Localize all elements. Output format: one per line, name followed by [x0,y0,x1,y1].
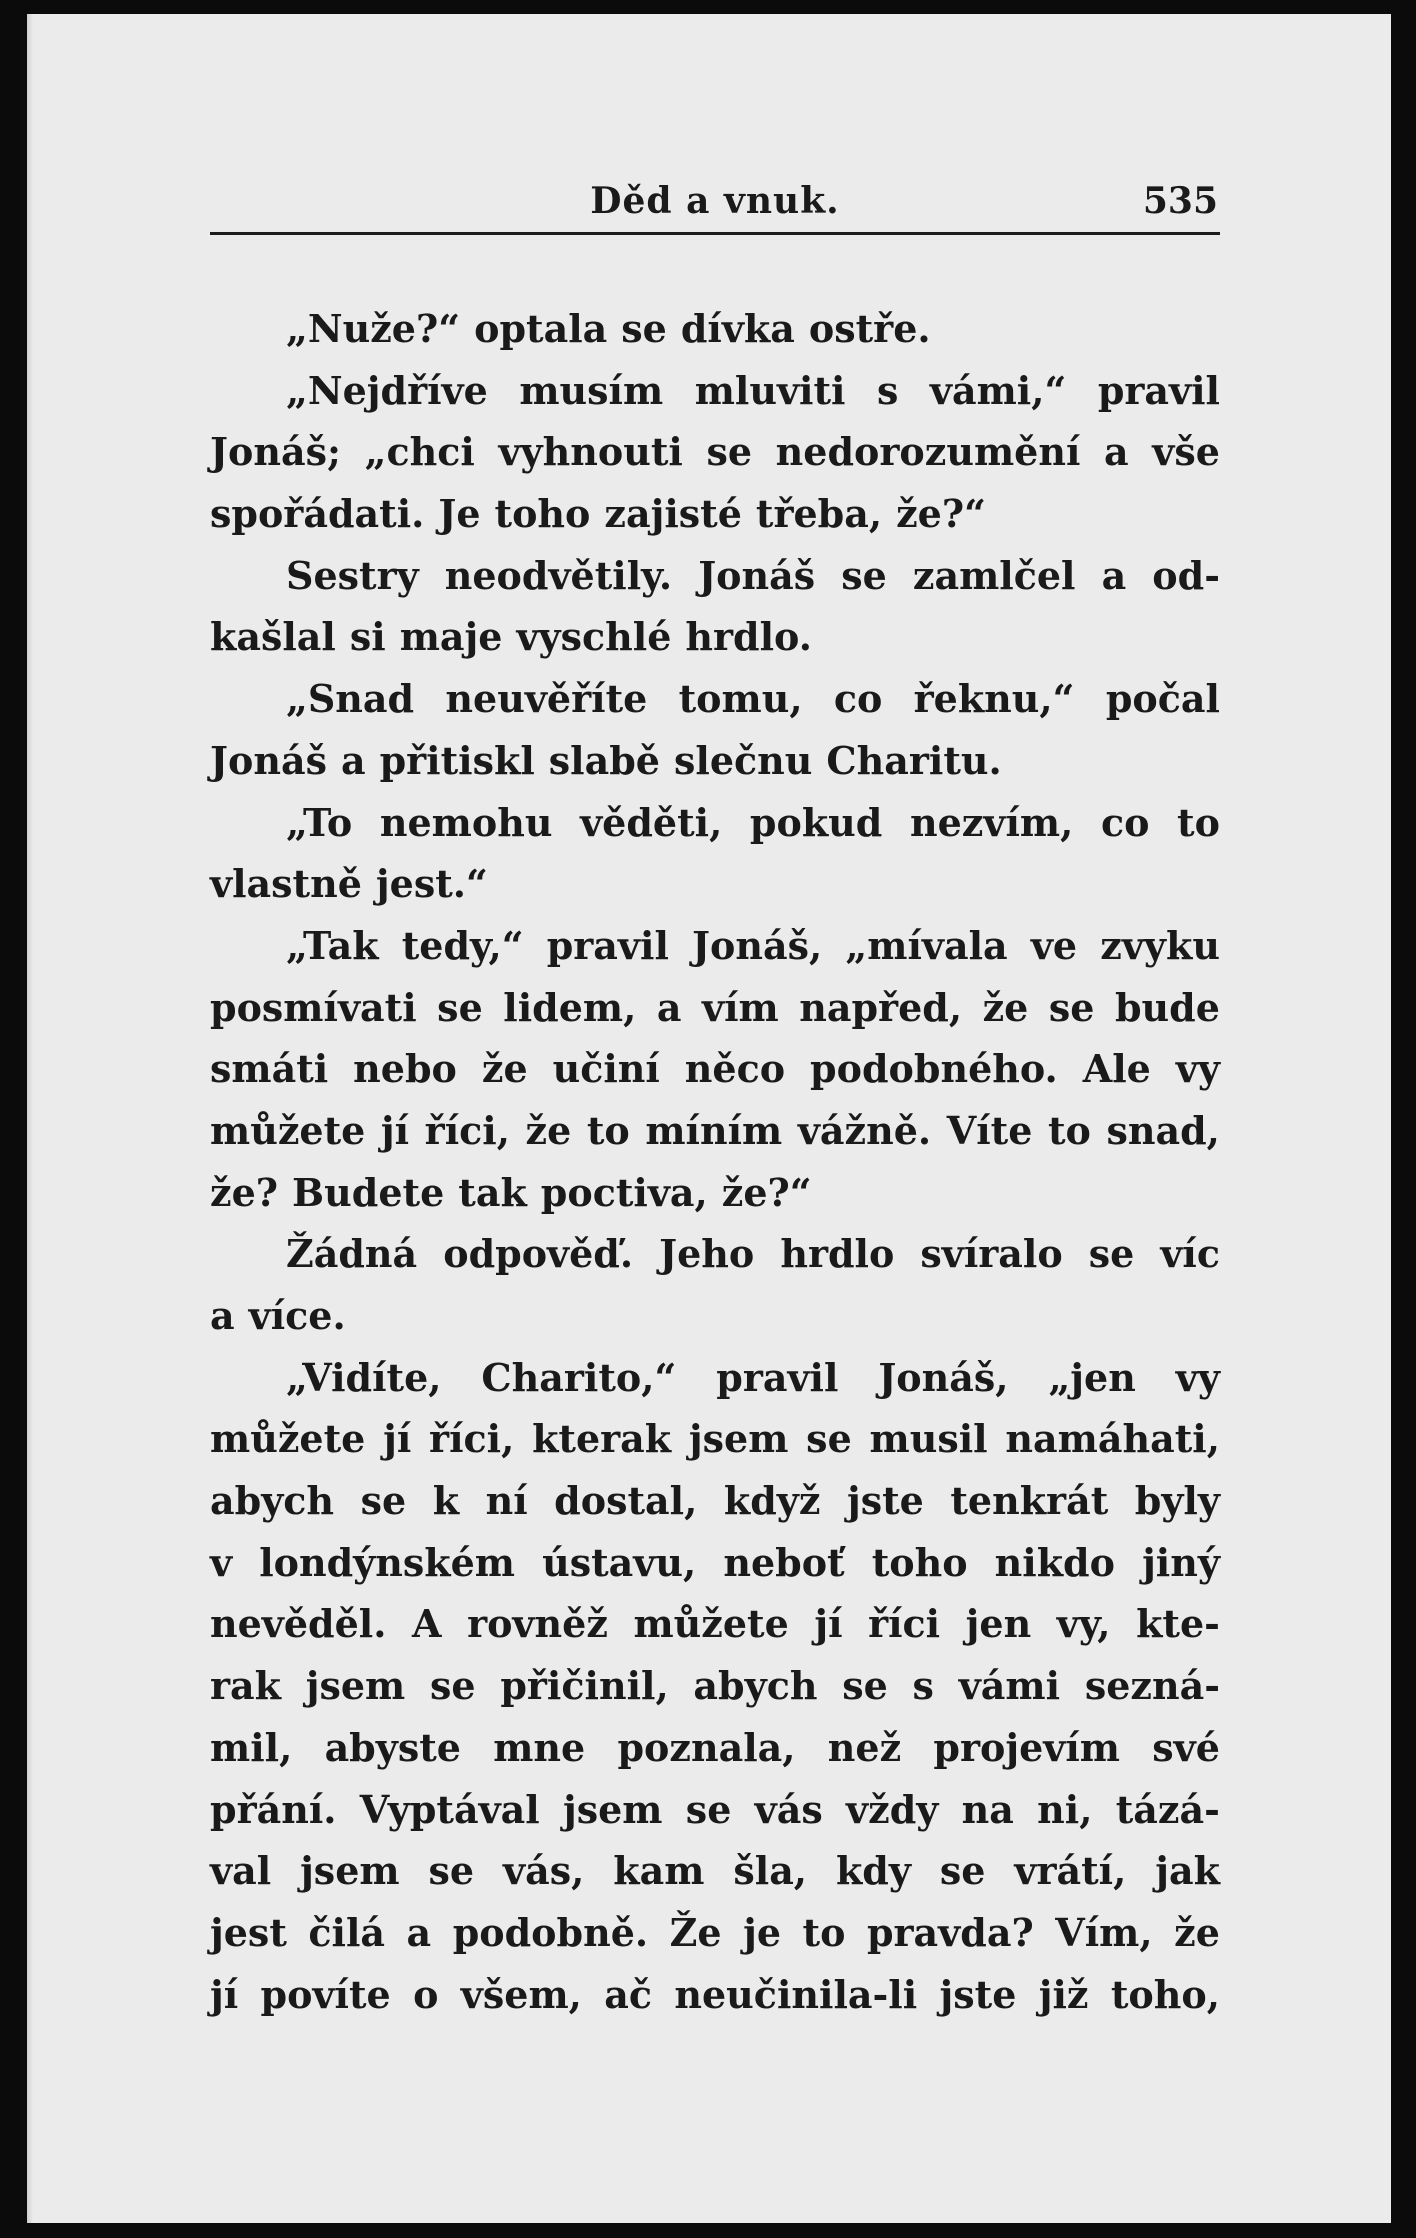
word: toho [494,491,591,537]
word: než [827,1724,902,1770]
word: jiný [1142,1539,1220,1585]
word: namáhati, [1005,1416,1220,1462]
word: vámi [958,1663,1061,1709]
word: vlastně [210,861,362,907]
word: jí [380,1107,410,1153]
word: o [413,1971,439,2017]
word: a [406,1909,432,1955]
word: se [939,1848,986,1894]
page-binding-edge [27,14,33,2223]
word: „Snad [286,676,415,722]
word: „Nejdříve [286,367,488,413]
word: že?“ [721,1169,812,1215]
text-line [210,915,1220,977]
word: že? [210,1169,279,1215]
word: vás [754,1786,823,1832]
word: neučinila-li [674,1971,918,2017]
word: londýnském [259,1539,515,1585]
word: dívka [680,306,795,351]
word: Žádná [286,1231,418,1277]
word: ústavu, [542,1539,697,1585]
word: kdy [835,1848,911,1894]
word: přitiskl [379,737,535,783]
word: jak [1155,1848,1220,1894]
word: to [1047,1107,1091,1153]
word: vyschlé [516,614,672,660]
word: nevěděl. [210,1601,387,1647]
text-line [210,1162,1220,1224]
word: val [210,1848,272,1894]
text-line [210,421,1220,483]
page-header [210,170,1220,235]
word: ní [485,1478,528,1524]
word: jest.“ [375,861,488,907]
word: kam [613,1848,705,1894]
word: slabě [548,737,660,783]
word: více. [248,1293,346,1338]
word: dostal, [554,1478,698,1524]
word: rak [210,1663,281,1709]
word: můžete [633,1601,789,1647]
word: „Vidíte, [286,1354,442,1400]
word: byly [1134,1478,1220,1524]
word: optala [474,306,608,351]
word: od- [1152,552,1220,598]
text-line [210,360,1220,422]
word: pravil [546,922,669,968]
word: abych [210,1478,335,1524]
word: jí [814,1601,843,1647]
word: to [802,1909,846,1955]
word: se [1088,1231,1135,1277]
word: že [982,984,1029,1030]
text-line [210,545,1220,607]
word: říci, [429,1416,515,1462]
word: rovněž [467,1601,608,1647]
word: co [1100,799,1150,845]
text-line [210,1347,1220,1409]
word: posmívati [210,984,417,1030]
word: a [656,984,682,1030]
word: vámi,“ [929,367,1067,413]
word: musím [519,367,664,413]
word: to [1177,799,1220,845]
text-line [210,483,1220,545]
word: věděti, [580,799,723,845]
word: „mívala [845,922,1008,968]
word: „jen [1048,1354,1136,1400]
word: toho [871,1539,968,1585]
text-line [210,298,1220,360]
word: jsem [688,1416,789,1462]
word: jí [383,1416,412,1462]
word: slečnu [673,737,813,783]
word: Jonáš, [692,922,823,968]
word: tenkrát [950,1478,1109,1524]
word: Vyptával [359,1786,540,1832]
word: jen [965,1601,1032,1647]
word: snad, [1106,1107,1220,1153]
text-line [210,1223,1220,1285]
word: Charitu. [826,737,1002,783]
word: již [1038,1971,1089,2017]
word: Jonáš; [210,429,341,475]
word: „Nuže?“ [286,306,461,351]
word: Je [438,491,481,537]
word: „Tak [286,922,379,968]
word: Jonáš, [878,1354,1009,1400]
word: Jonáš [210,737,327,783]
word: Ale [1082,1046,1151,1092]
word: Že [669,1909,722,1955]
word: podobného. [810,1046,1058,1092]
word: se [1048,984,1095,1030]
word: můžete [210,1107,366,1153]
word: pokud [749,799,883,845]
word: tázá- [1115,1786,1220,1832]
word: ni, [1037,1786,1093,1832]
word: Vím, [1055,1909,1153,1955]
word: jsem [305,1663,406,1709]
word: že?“ [896,491,986,537]
text-line [210,1593,1220,1655]
text-line [210,730,1220,792]
word: mluviti [694,367,846,413]
word: se [360,1478,407,1524]
word: tak [458,1169,527,1215]
word: řeknu,“ [913,676,1075,722]
word: učiní [552,1046,660,1092]
text-line [210,1038,1220,1100]
text-line [210,1655,1220,1717]
word: ostře. [808,306,931,351]
word: se [621,306,667,351]
word: to [586,1107,630,1153]
word: počal [1105,676,1220,722]
word: neuvěříte [445,676,648,722]
word: maje [399,614,503,660]
word: kterak [532,1416,672,1462]
word: jsem [300,1848,400,1894]
word: se [841,552,887,598]
word: sezná- [1084,1663,1220,1709]
text-line [210,668,1220,730]
word: vy [1175,1354,1220,1400]
word: že [481,1046,528,1092]
word: co [833,676,883,722]
word: vy, [1056,1601,1111,1647]
word: k [432,1478,460,1524]
word: „chci [364,429,475,475]
page-number: 535 [1142,180,1218,222]
word: projevím [933,1724,1121,1770]
word: „To [286,799,353,845]
word: jste [939,1971,1017,2017]
word: nikdo [994,1539,1115,1585]
text-line [210,1470,1220,1532]
text-line [210,853,1220,915]
word: přičinil, [500,1663,669,1709]
word: vás, [503,1848,585,1894]
word: nedorozumění [775,429,1081,475]
running-title: Děd a vnuk. [590,180,840,222]
word: A [412,1601,442,1647]
word: říci, [424,1107,510,1153]
word: podobně. [452,1909,649,1955]
word: kašlal [210,614,336,660]
word: vše [1152,429,1220,475]
word: odpověď. [443,1231,634,1277]
word: a [210,1293,235,1338]
word: mil, [210,1724,293,1770]
word: neodvětily. [444,552,673,598]
word: se [706,429,753,475]
word: tedy,“ [401,922,524,968]
word: něco [684,1046,786,1092]
word: poznala, [617,1724,796,1770]
word: vážně. [797,1107,932,1153]
word: a [340,737,366,783]
word: jí [210,1971,239,2017]
word: s [876,367,899,413]
word: neboť [723,1539,845,1585]
word: se [685,1786,732,1832]
text-line [210,792,1220,854]
word: poctiva, [540,1169,708,1215]
word: vím [701,984,779,1030]
word: že [525,1107,572,1153]
word: zajisté [604,491,742,537]
word: víc [1160,1231,1220,1277]
word: a [1104,429,1129,475]
word: svíralo [920,1231,1063,1277]
word: ač [604,1971,653,2017]
word: Jonáš [698,552,816,598]
text-line [210,977,1220,1039]
word: třeba, [755,491,883,537]
word: všem, [460,1971,582,2017]
word: zamlčel [912,552,1076,598]
word: pravil [1097,367,1220,413]
word: povíte [260,1971,391,2017]
word: jste [846,1478,924,1524]
word: toho, [1110,1971,1220,2017]
word: nebo [353,1046,457,1092]
word: pravil [716,1354,839,1400]
text-line [210,1100,1220,1162]
word: na [961,1786,1014,1832]
text-line [210,1840,1220,1902]
word: jsem [562,1786,663,1832]
word: můžete [210,1416,366,1462]
word: kte- [1136,1601,1220,1647]
word: nemohu [379,799,553,845]
word: je [743,1909,782,1955]
word: se [806,1416,852,1462]
word: Jeho [659,1231,755,1277]
word: se [437,984,483,1030]
word: mne [493,1724,586,1770]
word: Budete [292,1169,445,1215]
word: tomu, [678,676,803,722]
book-page [27,14,1391,2223]
word: říci [868,1601,941,1647]
text-line [210,1717,1220,1779]
text-line [210,606,1220,668]
word: lidem, [503,984,637,1030]
word: Charito,“ [481,1354,677,1400]
word: napřed, [799,984,963,1030]
word: s [912,1663,934,1709]
word: hrdlo [780,1231,895,1277]
word: zvyku [1100,922,1220,968]
word: vrátí, [1014,1848,1127,1894]
word: pravda? [866,1909,1034,1955]
word: abych [693,1663,818,1709]
word: vždy [846,1786,939,1832]
text-line [210,1532,1220,1594]
word: přání. [210,1786,337,1832]
word: nezvím, [909,799,1074,845]
word: šla, [733,1848,808,1894]
body-text [210,298,1220,2025]
text-line [210,1285,1220,1347]
word: Sestry [286,552,419,598]
word: smáti [210,1046,329,1092]
word: ve [1030,922,1078,968]
word: když [723,1478,821,1524]
text-line [210,1779,1220,1841]
word: jest [210,1909,287,1955]
word: své [1152,1724,1220,1770]
text-line [210,1408,1220,1470]
word: bude [1114,984,1220,1030]
text-line [210,1902,1220,1964]
word: v [210,1539,233,1585]
word: abyste [324,1724,461,1770]
word: čilá [308,1909,386,1955]
word: musil [869,1416,988,1462]
word: si [349,614,386,660]
word: se [428,1848,475,1894]
word: vy [1175,1046,1220,1092]
word: a [1101,552,1127,598]
text-line [210,1964,1220,2026]
word: vyhnouti [498,429,683,475]
word: spořádati. [210,491,425,537]
word: míním [645,1107,783,1153]
word: se [842,1663,888,1709]
word: Víte [946,1107,1033,1153]
word: hrdlo. [685,614,812,660]
word: se [430,1663,476,1709]
word: že [1174,1909,1220,1955]
